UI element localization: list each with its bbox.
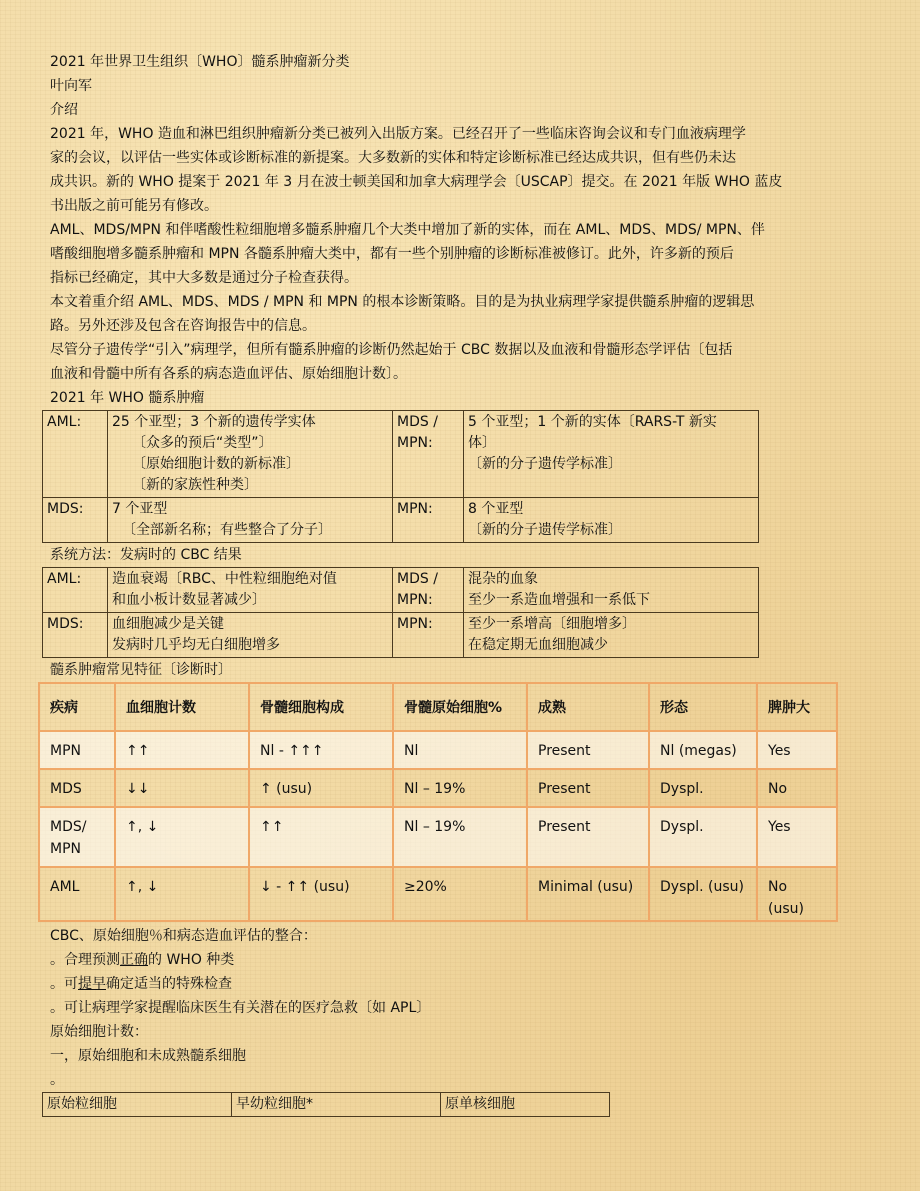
table-cell: No (usu) [757, 867, 837, 921]
cell-mpn [464, 613, 759, 658]
table-cell: Dyspl. (usu) [649, 867, 757, 921]
text-span: 。合理预测 [50, 952, 120, 968]
paragraph-2 [50, 218, 866, 290]
text-line: 〔原始细胞计数的新标准〕 [132, 456, 300, 472]
text-line: MPN: [397, 435, 433, 451]
text-line: 〔新的家族性种类〕 [132, 477, 258, 493]
text-line: AML、MDS/MPN 和伴嗜酸性粒细胞增多髓系肿瘤几个大类中增加了新的实体，而在 AML、MDS、MDS/ MPN、伴 [50, 222, 765, 238]
text-line: 体〕 [468, 435, 496, 451]
table-cell: ↑ (usu) [249, 769, 393, 807]
header-cell: 脾肿大 [757, 683, 837, 731]
text-line: 血液和骨髓中所有各系的病态造血评估、原始细胞计数〕。 [50, 366, 407, 382]
text-line: 嗜酸细胞增多髓系肿瘤和 MPN 各髓系肿瘤大类中，都有一些个别肿瘤的诊断标准被修订。此外，许多新的预后 [50, 246, 734, 262]
cell-label [393, 411, 464, 498]
text-line: 5 个亚型；1 个新的实体〔RARS-T 新实 [468, 414, 717, 430]
cell-mpn [464, 498, 759, 543]
text-line: 造血衰竭〔RBC、中性粒细胞绝对值 [112, 571, 337, 587]
text-line: 血细胞减少是关键 [112, 616, 224, 632]
cell-label: MDS: [43, 613, 108, 658]
text-line: 指标已经确定，其中大多数是通过分子检查获得。 [50, 270, 358, 286]
paragraph-4 [50, 338, 866, 386]
text-line: 书出版之前可能另有修改。 [50, 198, 218, 214]
integration-item [50, 948, 870, 972]
table-row [39, 731, 837, 769]
blast-table [42, 1092, 610, 1117]
intro-heading: 介绍 [50, 102, 78, 118]
text-line: 和血小板计数显著减少〕 [112, 592, 266, 608]
table-cell: ↑↑ [115, 731, 249, 769]
text-line: 2021 年，WHO 造血和淋巴组织肿瘤新分类已被列入出版方案。已经召开了一些临床咨询会议和专门血液病理学 [50, 126, 746, 142]
table-cell: 原单核细胞 [441, 1093, 610, 1117]
table-cell: MPN [39, 731, 115, 769]
document-page [47, 50, 870, 1117]
table-cell: ↓↓ [115, 769, 249, 807]
underlined-text: 提早 [78, 976, 106, 992]
cell-aml [108, 411, 393, 498]
text-line: 至少一系造血增强和一系低下 [468, 592, 650, 608]
cell-label: MPN: [393, 613, 464, 658]
table-cell: Nl – 19% [393, 769, 527, 807]
paragraph-1 [50, 122, 866, 218]
header-cell: 成熟 [527, 683, 649, 731]
doc-title: 2021 年世界卫生组织〔WHO〕髓系肿瘤新分类 [50, 54, 350, 70]
text-line: 7 个亚型 [112, 501, 168, 517]
table-cell: 早幼粒细胞* [232, 1093, 441, 1117]
cell-label: MPN: [393, 498, 464, 543]
text-line: 25 个亚型；3 个新的遗传学实体 [112, 414, 316, 430]
text-line: 至少一系增高〔细胞增多〕 [468, 616, 636, 632]
cell-label [393, 568, 464, 613]
table-cell: ↓ - ↑↑ (usu) [249, 867, 393, 921]
table-cell: Yes [757, 731, 837, 769]
header-cell: 血细胞计数 [115, 683, 249, 731]
text-line: 本文着重介绍 AML、MDS、MDS / MPN 和 MPN 的根本诊断策略。目的是为执业病理学家提供髓系肿瘤的逻辑思 [50, 294, 755, 310]
text-line: MDS / [397, 571, 438, 587]
text-line: 8 个亚型 [468, 501, 524, 517]
cell-mds [108, 613, 393, 658]
text-span: 的 WHO 种类 [148, 952, 235, 968]
table-header-row [39, 683, 837, 731]
table-cell: Dyspl. [649, 807, 757, 867]
who-categories-table [42, 410, 759, 543]
text-line: 尽管分子遗传学“引入”病理学，但所有髓系肿瘤的诊断仍然起始于 CBC 数据以及血液和骨髓形态学评估〔包括 [50, 342, 733, 358]
cell-aml [108, 568, 393, 613]
table-cell: 原始粒细胞 [43, 1093, 232, 1117]
table1-caption: 2021 年 WHO 髓系肿瘤 [50, 390, 205, 406]
text-line: 〔全部新名称；有些整合了分子〕 [122, 522, 332, 538]
paragraph-3 [50, 290, 866, 338]
table-row [39, 807, 837, 867]
text-line: 成共识。新的 WHO 提案于 2021 年 3 月在波士顿美国和加拿大病理学会〔USCAP〕提交。在 2021 年版 WHO 蓝皮 [50, 174, 783, 190]
header-cell: 骨髓细胞构成 [249, 683, 393, 731]
table-cell: Nl – 19% [393, 807, 527, 867]
table-cell: MDS/ MPN [39, 807, 115, 867]
cell-label: AML: [43, 568, 108, 613]
table-cell: MDS [39, 769, 115, 807]
table-cell: Minimal (usu) [527, 867, 649, 921]
blast-line: 一，原始细胞和未成熟髓系细胞 [50, 1048, 246, 1064]
text-line: MPN: [397, 592, 433, 608]
table-cell: Yes [757, 807, 837, 867]
integration-item [50, 972, 870, 996]
table-cell: Nl (megas) [649, 731, 757, 769]
text-line: 发病时几乎均无白细胞增多 [112, 637, 280, 653]
text-line: 〔新的分子遗传学标准〕 [468, 522, 622, 538]
cell-mdsmpn [464, 568, 759, 613]
table-cell: Dyspl. [649, 769, 757, 807]
integration-item [50, 996, 870, 1020]
text-span: 确定适当的特殊检查 [106, 976, 232, 992]
integration-heading: CBC、原始细胞％和病态造血评估的整合： [50, 928, 317, 944]
header-cell: 形态 [649, 683, 757, 731]
features-table [38, 682, 838, 922]
text-line: 路。另外还涉及包含在咨询报告中的信息。 [50, 318, 316, 334]
table-cell: Present [527, 769, 649, 807]
text-line: 〔众多的预后“类型”〕 [132, 435, 273, 451]
text-span: 。可让病理学家提醒临床医生有关潜在的医疗急救〔如 APL〕 [50, 1000, 431, 1016]
table-cell: Nl [393, 731, 527, 769]
table3-caption: 髓系肿瘤常见特征〔诊断时〕 [50, 662, 232, 678]
table-cell: Present [527, 731, 649, 769]
table-cell: ≥20% [393, 867, 527, 921]
text-line: 〔新的分子遗传学标准〕 [468, 456, 622, 472]
cell-label: AML: [43, 411, 108, 498]
text-line: 混杂的血象 [468, 571, 538, 587]
header-cell: 骨髓原始细胞% [393, 683, 527, 731]
table-cell: Nl - ↑↑↑ [249, 731, 393, 769]
table-row [39, 867, 837, 921]
text-line: 在稳定期无血细胞减少 [468, 637, 608, 653]
underlined-text: 正确 [120, 952, 148, 968]
blast-line: 。 [50, 1072, 64, 1088]
cbc-approach-table [42, 567, 759, 658]
text-span: 。可 [50, 976, 78, 992]
table-cell: AML [39, 867, 115, 921]
author: 叶向军 [50, 78, 92, 94]
table-cell: Present [527, 807, 649, 867]
cell-label: MDS: [43, 498, 108, 543]
header-cell: 疾病 [39, 683, 115, 731]
table-cell: ↑, ↓ [115, 867, 249, 921]
table-cell: ↑, ↓ [115, 807, 249, 867]
cell-mds [108, 498, 393, 543]
table-cell: No [757, 769, 837, 807]
cell-mdsmpn [464, 411, 759, 498]
text-line: MDS / [397, 414, 438, 430]
text-line: 家的会议，以评估一些实体或诊断标准的新提案。大多数新的实体和特定诊断标准已经达成共识，但有些仍未达 [50, 150, 736, 166]
table-row [39, 769, 837, 807]
table-cell: ↑↑ [249, 807, 393, 867]
blast-heading: 原始细胞计数： [50, 1024, 148, 1040]
table2-caption: 系统方法：发病时的 CBC 结果 [50, 547, 242, 563]
